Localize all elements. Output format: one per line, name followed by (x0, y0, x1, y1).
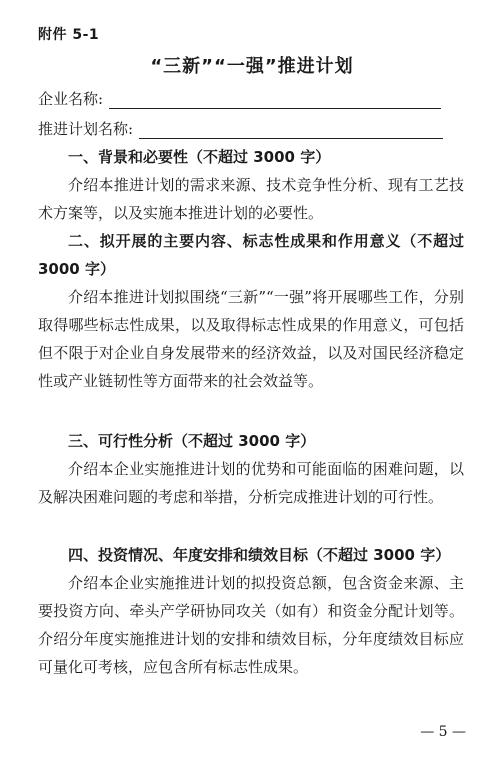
section-3-body: 介绍本企业实施推进计划的优势和可能面临的困难问题，以及解决困难问题的考虑和举措，分析完成推进计划的可行性。 (38, 460, 464, 506)
section-4-heading: 四、投资情况、年度安排和绩效目标（不超过 3000 字） (68, 546, 451, 564)
company-name-field (38, 88, 441, 109)
section-1-heading: 一、背景和必要性（不超过 3000 字） (68, 148, 331, 166)
document-title: “三新”“一强”推进计划 (150, 56, 354, 77)
plan-name-label: 推进计划名称: (38, 120, 134, 138)
page-number: — 5 — (420, 724, 466, 740)
company-name-blank-line (109, 92, 441, 109)
plan-name-field (38, 118, 443, 139)
section-3-heading: 三、可行性分析（不超过 3000 字） (68, 432, 316, 450)
annex-label: 附件 5-1 (38, 27, 100, 43)
section-2-heading: 二、拟开展的主要内容、标志性成果和作用意义（不超过 3000 字） (38, 232, 464, 278)
section-4-body: 介绍本企业实施推进计划的拟投资总额，包含资金来源、主要投资方向、牵头产学研协同攻关（如有）和资金分配计划等。介绍分年度实施推进计划的安排和绩效目标，分年度绩效目标应可量化可考核，应包含所有标志性成果。 (38, 574, 464, 676)
section-1-body: 介绍本推进计划的需求来源、技术竞争性分析、现有工艺技术方案等，以及实施本推进计划的必要性。 (38, 176, 464, 222)
company-name-label: 企业名称: (38, 90, 104, 108)
plan-name-blank-line (139, 122, 443, 139)
section-2-body: 介绍本推进计划拟围绕“三新”“一强”将开展哪些工作，分别取得哪些标志性成果，以及取得标志性成果的作用意义，可包括但不限于对企业自身发展带来的经济效益，以及对国民经济稳定性或产业链韧性等方面带来的社会效益等。 (38, 288, 464, 390)
